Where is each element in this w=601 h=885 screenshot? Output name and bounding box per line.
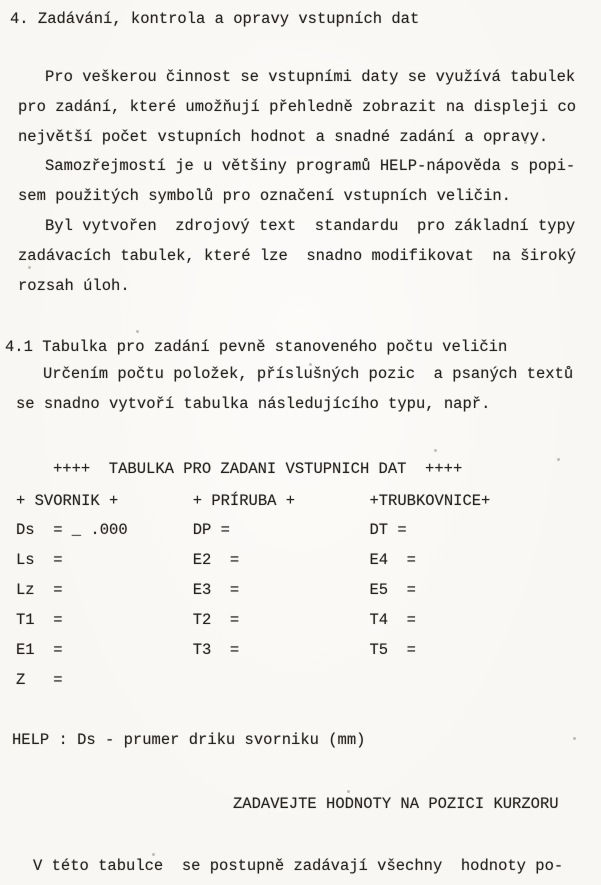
scan-speckle (573, 737, 576, 740)
input-table-title (53, 454, 462, 484)
scan-speckle (347, 790, 350, 793)
paragraph-line: V této tabulce se postupně zadávají všechny hodnoty po- (33, 857, 564, 875)
paragraph-line: Pro veškerou činnost se vstupními daty se využívá tabulek (45, 68, 576, 86)
table-row (16, 665, 416, 695)
scan-speckle (136, 330, 139, 333)
scan-speckle (28, 266, 31, 269)
input-table-body (16, 515, 416, 695)
scan-speckle (309, 363, 312, 366)
paragraph-line: sem použitých symbolů pro označení vstupních veličin. (18, 187, 511, 205)
help-line-text: HELP : Ds - prumer driku svorniku (mm) (12, 731, 366, 749)
table-row (16, 575, 416, 605)
table-cell: Lz = (16, 581, 63, 599)
table-cell: DT = (369, 521, 407, 539)
table-row (16, 605, 416, 635)
table-cell: E4 = (369, 551, 416, 569)
table-cell: E3 = (192, 581, 240, 599)
paragraph-5 (18, 851, 563, 881)
table-cell: E5 = (369, 581, 416, 599)
help-line (12, 725, 365, 755)
scan-speckle (524, 141, 527, 144)
table-row (16, 545, 416, 575)
table-header-svornik: + SVORNIK + (16, 492, 119, 510)
input-table-header-row (16, 486, 490, 516)
paragraph-line: Určením počtu položek, příslušných pozic a psaných textů (43, 365, 574, 383)
paragraph-line: Byl vytvořen zdrojový text standardu pro základní typy (45, 217, 576, 235)
paragraph-line: největší počet vstupních hodnot a snadné zadání a opravy. (18, 128, 549, 146)
table-cell: Ls = (16, 551, 63, 569)
input-table-title-text: ++++ TABULKA PRO ZADANI VSTUPNICH DAT ++++ (53, 460, 463, 478)
table-header-priruba: + PRÍRUBA + (192, 492, 296, 510)
table-row (16, 635, 416, 665)
table-cell: E2 = (192, 551, 240, 569)
table-cell: T5 = (369, 641, 416, 659)
paragraph-line: Samozřejmostí je u většiny programů HELP-nápověda s popi- (45, 157, 576, 175)
table-cell: Z = (16, 671, 63, 689)
prompt-line-text: ZADAVEJTE HODNOTY NA POZICI KURZORU (233, 795, 559, 813)
subsection-heading (5, 332, 507, 362)
paragraph-line: se snadno vytvoří tabulka následujícího typu, např. (16, 395, 491, 413)
table-cell: E1 = (16, 641, 63, 659)
section-heading (10, 4, 419, 34)
scan-speckle (557, 458, 560, 461)
table-cell: T3 = (192, 641, 240, 659)
paragraph-2 (18, 151, 575, 211)
table-cell: T1 = (16, 611, 63, 629)
scan-speckle (152, 853, 155, 856)
subsection-heading-text: 4.1 Tabulka pro zadání pevně stanoveného počtu veličin (5, 338, 508, 356)
table-header-trubkovnice: +TRUBKOVNICE+ (369, 492, 491, 510)
table-cell (193, 665, 370, 695)
table-row (16, 515, 416, 545)
paragraph-line: zadávacích tabulek, které lze snadno modifikovat na široký (18, 247, 577, 265)
paragraph-line: rozsah úloh. (18, 277, 130, 295)
table-cell: Ds = _ .000 (16, 521, 128, 539)
table-cell: DP = (192, 521, 230, 539)
scan-speckle (434, 449, 437, 452)
paragraph-4 (16, 359, 573, 419)
paragraph-3 (18, 211, 576, 301)
heading-text: 4. Zadávání, kontrola a opravy vstupních dat (10, 10, 420, 28)
paragraph-1 (18, 62, 576, 152)
prompt-line (233, 789, 559, 819)
table-cell: T2 = (192, 611, 240, 629)
paragraph-line: pro zadání, které umožňují přehledně zobrazit na displeji co (18, 98, 577, 116)
table-cell: T4 = (369, 611, 416, 629)
